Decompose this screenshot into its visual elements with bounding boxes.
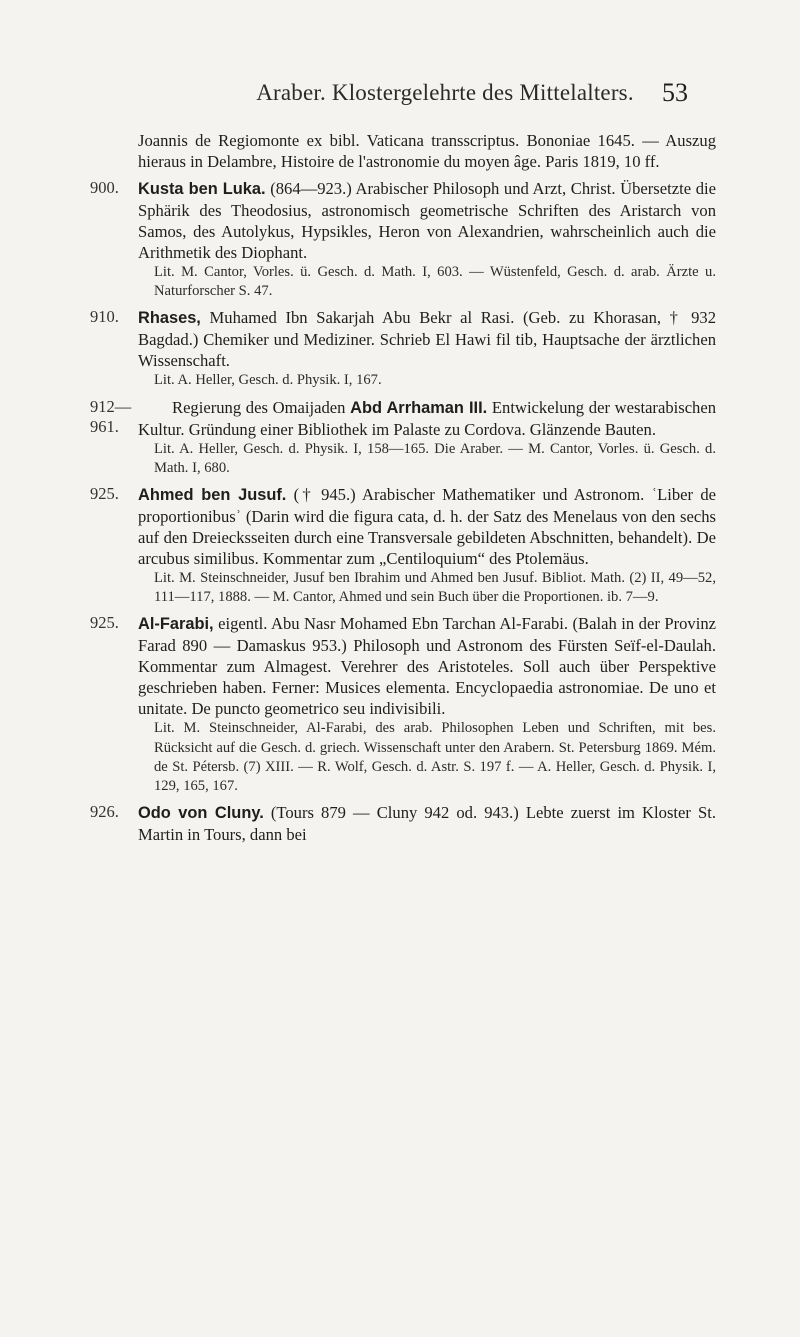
entry-rhases xyxy=(90,307,716,390)
entry-name: Odo von Cluny. xyxy=(138,804,264,823)
entry-year: 910. xyxy=(90,307,119,327)
entry-year: 925. xyxy=(90,613,119,633)
entry-name: Abd Arrhaman III. xyxy=(350,398,488,417)
entry-name: Rhases, xyxy=(138,309,201,328)
entry-body-before: Regierung des Omaijaden xyxy=(172,397,346,417)
entry-name: Kusta ben Luka. xyxy=(138,180,266,198)
entry-body: († 945.) Arabischer Mathematiker und Astronom. ʿLiber de proportionibusʾ (Darin wird die figura cata, d. h. der Satz des Menelaus von den sechs auf den Dreiecksseiten durch eine Transversale gebildeten Abschnitten, behandelt). De arcubus similibus. Kommentar zum „Centiloquium“ des Ptolemäus. xyxy=(138,485,716,569)
entry-text xyxy=(138,802,716,845)
page-header xyxy=(0,80,800,112)
entry-body: Muhamed Ibn Sakarjah Abu Bekr al Rasi. (Geb. zu Khorasan, † 932 Bagdad.) Chemiker und Mediziner. Schrieb El Hawi fil tib, Hauptsache der ärztlichen Wissenschaft. xyxy=(138,308,716,371)
entry-body: (864—923.) Arabischer Philosoph und Arzt, Christ. Übersetzte die Sphärik des Theodosius, astronomisch geometrische Schriften des Aristarch von Samos, des Autolykus, Hypsikles, Heron von Alexandrien, wahrscheinlich auch die Arithmetik des Diophant. xyxy=(138,179,716,262)
page-number: 53 xyxy=(662,78,688,107)
entry-name: Ahmed ben Jusuf. xyxy=(138,486,287,505)
entry-text: Joannis de Regiomonte ex bibl. Vaticana transscriptus. Bononiae 1645. — Auszug hieraus in Delambre, Histoire de l'astronomie du moyen âge. Paris 1819, 10 ff. xyxy=(138,131,716,171)
entry-kusta-ben-luka xyxy=(90,178,716,301)
entry-body: (Tours 879 — Cluny 942 od. 943.) Lebte zuerst im Kloster St. Martin in Tours, dann bei xyxy=(138,803,716,845)
entry-text xyxy=(138,307,716,371)
entry-ahmed-ben-jusuf xyxy=(90,484,716,607)
entry-literature: Lit. A. Heller, Gesch. d. Physik. I, 158—165. Die Araber. — M. Cantor, Vorles. ü. Gesch. d. Math. I, 680. xyxy=(154,440,716,476)
entry-text xyxy=(138,484,716,569)
entry-body: eigentl. Abu Nasr Mohamed Ebn Tarchan Al-Farabi. (Balah in der Provinz Farad 890 — Damaskus 953.) Philosoph und Astronom des Fürsten Seïf-el-Daulah. Kommentar zum Almagest. Verehrer des Aristoteles. Soll auch über Perspektive geschrieben haben. Ferner: Musices elementa. Encyclopaedia astronomiae. De uno et unitate. De puncto geometrico seu indivisibili. xyxy=(138,614,716,719)
entry-body: Entwickelung der westarabischen Kultur. Gründung einer Bibliothek im Palaste zu Cordova. Glänzende Bauten. xyxy=(138,397,717,439)
entry-year: 926. xyxy=(90,802,119,822)
entry-al-farabi xyxy=(90,613,716,796)
entry-literature: Lit. M. Steinschneider, Jusuf ben Ibrahim und Ahmed ben Jusuf. Bibliot. Math. (2) II, 49—52, 111—117, 1888. — M. Cantor, Ahmed und sein Buch über die Proportionen. ib. 7—9. xyxy=(154,570,716,606)
entry-abd-arrhaman xyxy=(90,396,717,478)
entry-text xyxy=(138,613,716,719)
entry-text xyxy=(138,397,716,440)
entry-year: 900. xyxy=(90,178,119,197)
entry-literature: Lit. M. Cantor, Vorles. ü. Gesch. d. Math. I, 603. — Wüstenfeld, Gesch. d. arab. Ärzte u. Naturforscher S. 47. xyxy=(154,264,716,300)
entry-year: 912—961. xyxy=(90,396,132,436)
running-head: Araber. Klostergelehrte des Mittelalters. xyxy=(256,80,634,105)
page-body xyxy=(90,130,717,851)
entry-odo-von-cluny xyxy=(90,802,716,845)
entry-literature: Lit. M. Steinschneider, Al-Farabi, des arab. Philosophen Leben und Schriften, mit bes. Rücksicht auf die Gesch. d. griech. Wissenschaft unter den Arabern. St. Petersburg 1869. Mém. de St. Pétersb. (7) XIII. — R. Wolf, Gesch. d. Astr. S. 197 f. — A. Heller, Gesch. d. Physik. I, 129, 165, 167. xyxy=(154,720,716,795)
entry-name: Al-Farabi, xyxy=(138,615,214,634)
entry-continuation xyxy=(98,130,716,172)
entry-literature: Lit. A. Heller, Gesch. d. Physik. I, 167. xyxy=(154,372,382,389)
entry-year: 925. xyxy=(90,484,119,504)
entry-text xyxy=(138,178,716,263)
